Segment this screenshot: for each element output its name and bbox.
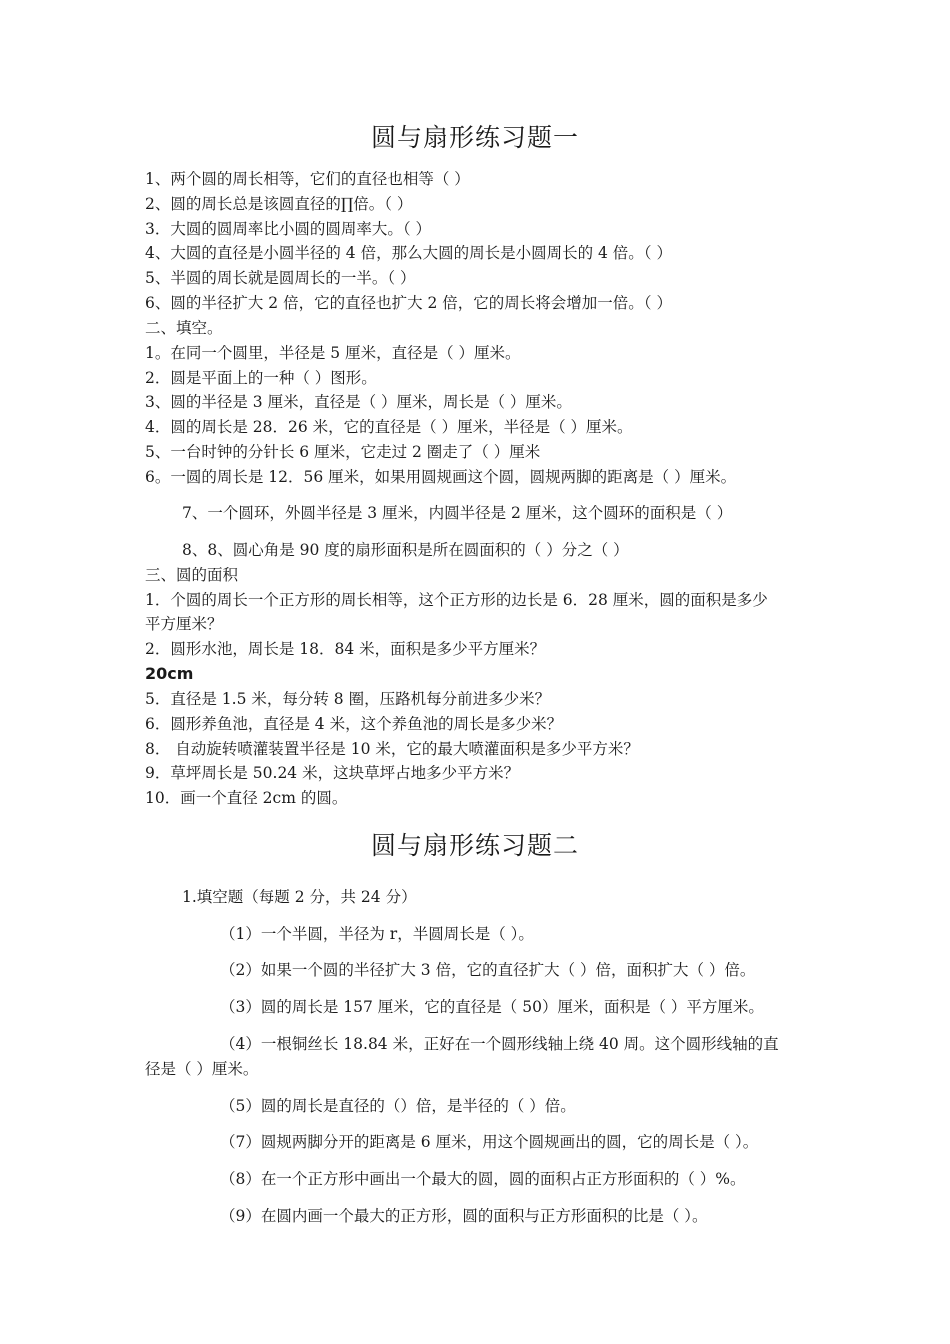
judge-item-6: 6、圆的半径扩大 2 倍，它的直径也扩大 2 倍，它的周长将会增加一倍。（ ） bbox=[145, 294, 672, 312]
part2-item-9: （9）在圆内画一个最大的正方形，圆的面积与正方形面积的比是（ ）。 bbox=[220, 1207, 708, 1225]
judge-item-5: 5、半圆的周长就是圆周长的一半。（ ） bbox=[145, 269, 416, 287]
part2-item-2: （2）如果一个圆的半径扩大 3 倍，它的直径扩大（ ）倍，面积扩大（ ）倍。 bbox=[220, 961, 756, 979]
judge-item-1: 1、两个圆的周长相等，它们的直径也相等（ ） bbox=[145, 170, 470, 188]
worksheet-title-1: 圆与扇形练习题一 bbox=[370, 123, 579, 152]
fill-item-2: 2．圆是平面上的一种（ ）图形。 bbox=[145, 369, 377, 387]
area-item-2: 2．圆形水池，周长是 18．84 米，面积是多少平方厘米？ bbox=[145, 640, 546, 658]
part2-item-1: （1）一个半圆，半径为 r，半圆周长是（ ）。 bbox=[220, 925, 534, 943]
judge-item-3: 3．大圆的圆周率比小圆的圆周率大。（ ） bbox=[145, 220, 432, 238]
area-item-1-cont: 平方厘米？ bbox=[145, 615, 223, 633]
fill-item-5: 5、一台时钟的分针长 6 厘米，它走过 2 圈走了（ ）厘米 bbox=[145, 443, 541, 461]
section-heading-fill: 二、填空。 bbox=[145, 319, 223, 337]
area-item-6: 6．圆形养鱼池，直径是 4 米，这个养鱼池的周长是多少米？ bbox=[145, 715, 563, 733]
area-item-8: 8． 自动旋转喷灌装置半径是 10 米，它的最大喷灌面积是多少平方米？ bbox=[145, 740, 639, 758]
fill-item-7: 7、一个圆环，外圆半径是 3 厘米，内圆半径是 2 厘米，这个圆环的面积是（ ） bbox=[182, 504, 733, 522]
fill-item-1: 1。在同一个圆里，半径是 5 厘米，直径是（ ）厘米。 bbox=[145, 344, 521, 362]
area-item-1: 1．个圆的周长一个正方形的周长相等，这个正方形的边长是 6．28 厘米，圆的面积是多少 bbox=[145, 591, 768, 609]
judge-item-2: 2、圆的周长总是该圆直径的∏倍。（ ） bbox=[145, 195, 413, 213]
part2-item-3: （3）圆的周长是 157 厘米，它的直径是（ 50）厘米，面积是（ ）平方厘米。 bbox=[220, 998, 764, 1016]
fill-item-6: 6。一圆的周长是 12．56 厘米，如果用圆规画这个圆，圆规两脚的距离是（ ）厘米。 bbox=[145, 468, 737, 486]
part2-item-4-cont: 径是（ ）厘米。 bbox=[145, 1060, 259, 1078]
fill-item-8: 8、8、圆心角是 90 度的扇形面积是所在圆面积的（ ）分之（ ） bbox=[182, 541, 629, 559]
area-item-9: 9．草坪周长是 50.24 米，这块草坪占地多少平方米？ bbox=[145, 764, 520, 782]
part2-item-4: （4）一根铜丝长 18.84 米，正好在一个圆形线轴上绕 40 周。这个圆形线轴的直 bbox=[220, 1035, 779, 1053]
fill-item-4: 4．圆的周长是 28．26 米，它的直径是（ ）厘米，半径是（ ）厘米。 bbox=[145, 418, 633, 436]
section-heading-area: 三、圆的面积 bbox=[145, 566, 239, 584]
part2-item-7: （7）圆规两脚分开的距离是 6 厘米，用这个圆规画出的圆，它的周长是（ ）。 bbox=[220, 1133, 759, 1151]
area-label-20cm: 20cm bbox=[145, 664, 194, 683]
worksheet-title-2: 圆与扇形练习题二 bbox=[370, 831, 579, 860]
area-item-10: 10．画一个直径 2cm 的圆。 bbox=[145, 789, 348, 807]
fill-item-3: 3、圆的半径是 3 厘米，直径是（ ）厘米，周长是（ ）厘米。 bbox=[145, 393, 572, 411]
judge-item-4: 4、大圆的直径是小圆半径的 4 倍，那么大圆的周长是小圆周长的 4 倍。（ ） bbox=[145, 244, 672, 262]
area-item-5: 5．直径是 1.5 米，每分转 8 圈，压路机每分前进多少米？ bbox=[145, 690, 551, 708]
part2-item-8: （8）在一个正方形中画出一个最大的圆，圆的面积占正方形面积的（ ）%。 bbox=[220, 1170, 746, 1188]
part2-header: 1.填空题（每题 2 分，共 24 分） bbox=[182, 888, 417, 906]
part2-item-5: （5）圆的周长是直径的（）倍，是半径的（ ）倍。 bbox=[220, 1097, 576, 1115]
